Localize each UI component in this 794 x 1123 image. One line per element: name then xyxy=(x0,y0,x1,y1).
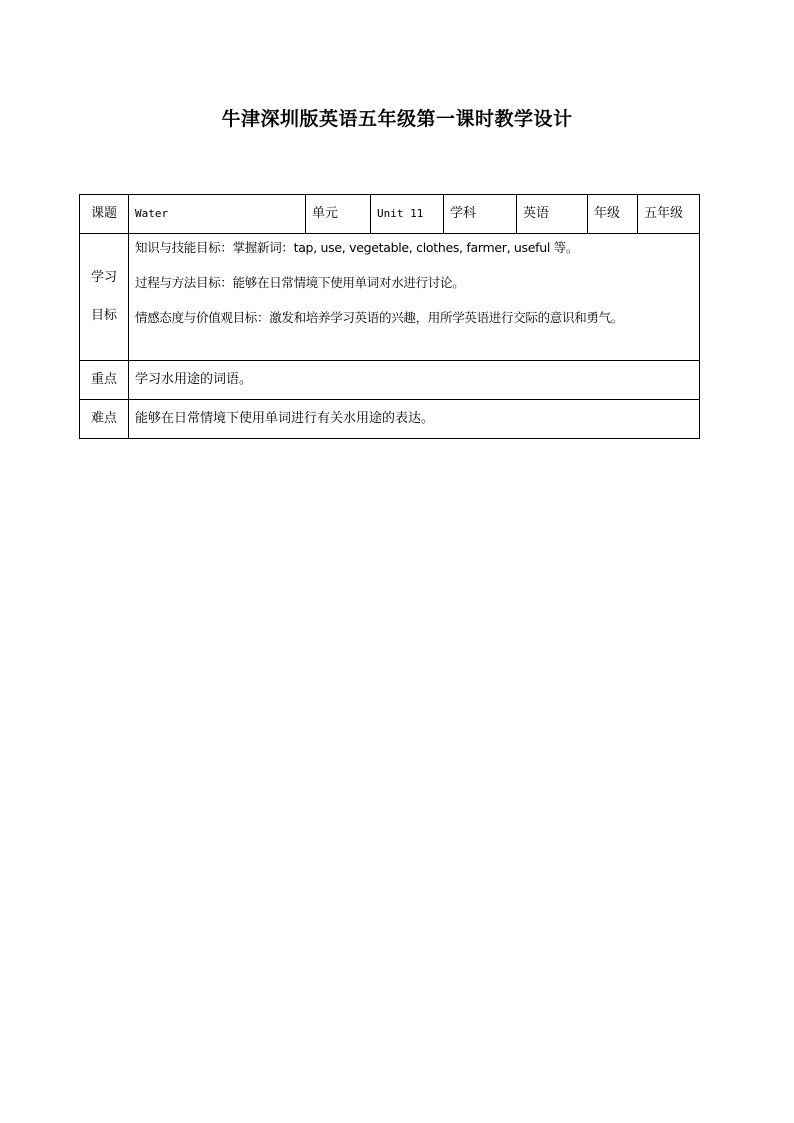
goals-label-line1: 学习 xyxy=(90,270,117,286)
process-goal: 过程与方法目标：能够在日常情境下使用单词对水进行讨论。 xyxy=(135,275,465,290)
knowledge-goal: 知识与技能目标：掌握新词：tap, use, vegetable, clothes, farmer, useful 等。 xyxy=(135,240,579,255)
topic-label: 课题 xyxy=(80,195,129,234)
topic-value: Water xyxy=(129,195,306,234)
info-row xyxy=(80,195,700,234)
key-point-value: 学习水用途的词语。 xyxy=(129,361,700,400)
difficulty-value: 能够在日常情境下使用单词进行有关水用途的表达。 xyxy=(129,400,700,439)
unit-label: 单元 xyxy=(306,195,371,234)
subject-value: 英语 xyxy=(517,195,588,234)
key-point-row xyxy=(80,361,700,400)
grade-label: 年级 xyxy=(588,195,638,234)
goals-content xyxy=(129,234,700,361)
goals-row xyxy=(80,234,700,361)
key-point-label: 重点 xyxy=(80,361,129,400)
lesson-plan-table xyxy=(79,194,700,439)
emotion-goal: 情感态度与价值观目标：激发和培养学习英语的兴趣，用所学英语进行交际的意识和勇气。 xyxy=(135,310,624,325)
grade-value: 五年级 xyxy=(638,195,700,234)
difficulty-label: 难点 xyxy=(80,400,129,439)
goals-label xyxy=(80,234,129,361)
goals-label-line2: 目标 xyxy=(90,308,117,323)
unit-value: Unit 11 xyxy=(371,195,444,234)
document-title: 牛津深圳版英语五年级第一课时教学设计 xyxy=(221,108,573,130)
difficulty-row xyxy=(80,400,700,439)
subject-label: 学科 xyxy=(444,195,517,234)
